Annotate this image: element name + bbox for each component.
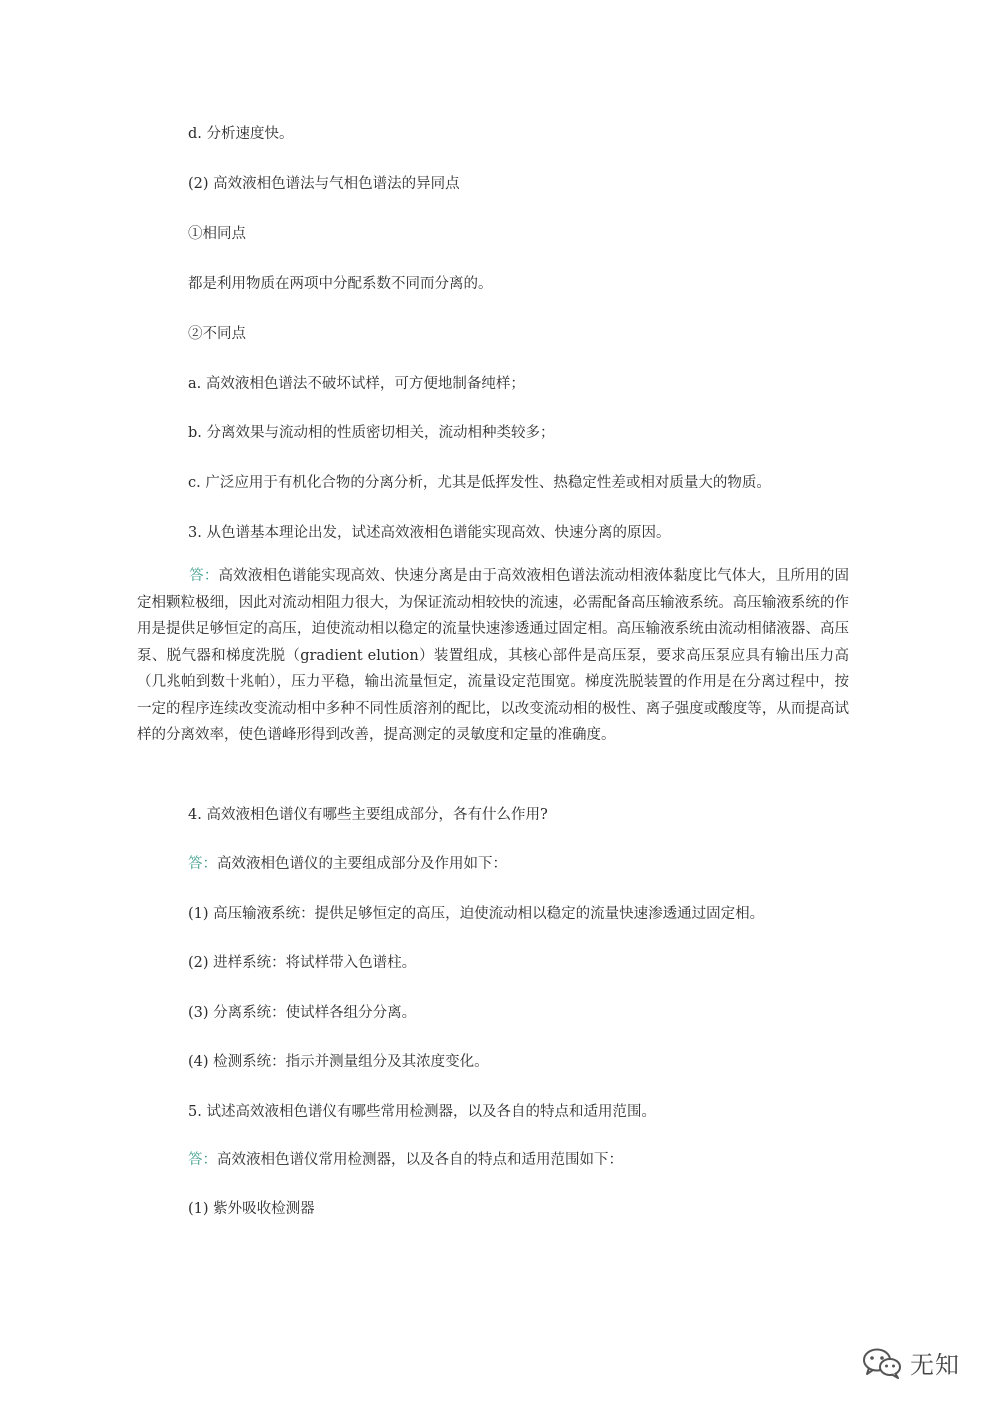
item-c: c. 广泛应用于有机化合物的分离分析，尤其是低挥发性、热稳定性差或相对质量大的物质。: [188, 475, 771, 491]
q5-item-1: (1) 紫外吸收检测器: [188, 1201, 315, 1217]
diff-points-title: ②不同点: [188, 326, 246, 342]
item-d: d. 分析速度快。: [188, 126, 294, 142]
watermark-text: 无知: [910, 1351, 960, 1379]
answer-label: 答：: [188, 1152, 217, 1168]
item-a: a. 高效液相色谱法不破坏试样，可方便地制备纯样；: [188, 376, 525, 392]
answer-4: [188, 852, 507, 873]
q4-item-3: (3) 分离系统：使试样各组分分离。: [188, 1005, 417, 1021]
same-points-title: ①相同点: [188, 226, 246, 242]
answer-4-text: 高效液相色谱仪的主要组成部分及作用如下：: [217, 856, 507, 872]
question-4: 4. 高效液相色谱仪有哪些主要组成部分，各有什么作用?: [188, 807, 548, 823]
same-points-text: 都是利用物质在两项中分配系数不同而分离的。: [188, 276, 493, 292]
answer-5-text: 高效液相色谱仪常用检测器，以及各自的特点和适用范围如下：: [217, 1152, 623, 1168]
answer-label: 答：: [188, 856, 217, 872]
watermark: [862, 1345, 960, 1380]
section-2-heading: (2) 高效液相色谱法与气相色谱法的异同点: [188, 176, 460, 192]
q4-item-2: (2) 进样系统：将试样带入色谱柱。: [188, 955, 417, 971]
answer-3-paragraph: [137, 563, 849, 749]
question-5: 5. 试述高效液相色谱仪有哪些常用检测器，以及各自的特点和适用范围。: [188, 1104, 656, 1120]
answer-3-text: 高效液相色谱能实现高效、快速分离是由于高效液相色谱法流动相液体黏度比气体大，且所用的固定相颗粒极细，因此对流动相阻力很大，为保证流动相较快的流速，必需配备高压输液系统。高压输液系统的作用是提供足够恒定的高压，迫使流动相以稳定的流量快速渗透通过固定相。高压输液系统由流动相储液器、高压泵、脱气器和梯度洗脱（gradient elution）装置组成，其核心部件是高压泵，要求高压泵应具有输出压力高（几兆帕到数十兆帕），压力平稳，输出流量恒定，流量设定范围宽。梯度洗脱装置的作用是在分离过程中，按一定的程序连续改变流动相中多种不同性质溶剂的配比，以改变流动相的极性、离子强度或酸度等，从而提高试样的分离效率，使色谱峰形得到改善，提高测定的灵敏度和定量的准确度。: [137, 568, 849, 743]
q4-item-4: (4) 检测系统：指示并测量组分及其浓度变化。: [188, 1054, 489, 1070]
answer-5: [188, 1148, 623, 1169]
item-b: b. 分离效果与流动相的性质密切相关，流动相种类较多；: [188, 425, 555, 441]
question-3: 3. 从色谱基本理论出发，试述高效液相色谱能实现高效、快速分离的原因。: [188, 525, 671, 541]
answer-label: 答：: [189, 568, 219, 584]
wechat-icon: [862, 1347, 902, 1379]
q4-item-1: (1) 高压输液系统：提供足够恒定的高压，迫使流动相以稳定的流量快速渗透通过固定相。: [188, 906, 765, 922]
